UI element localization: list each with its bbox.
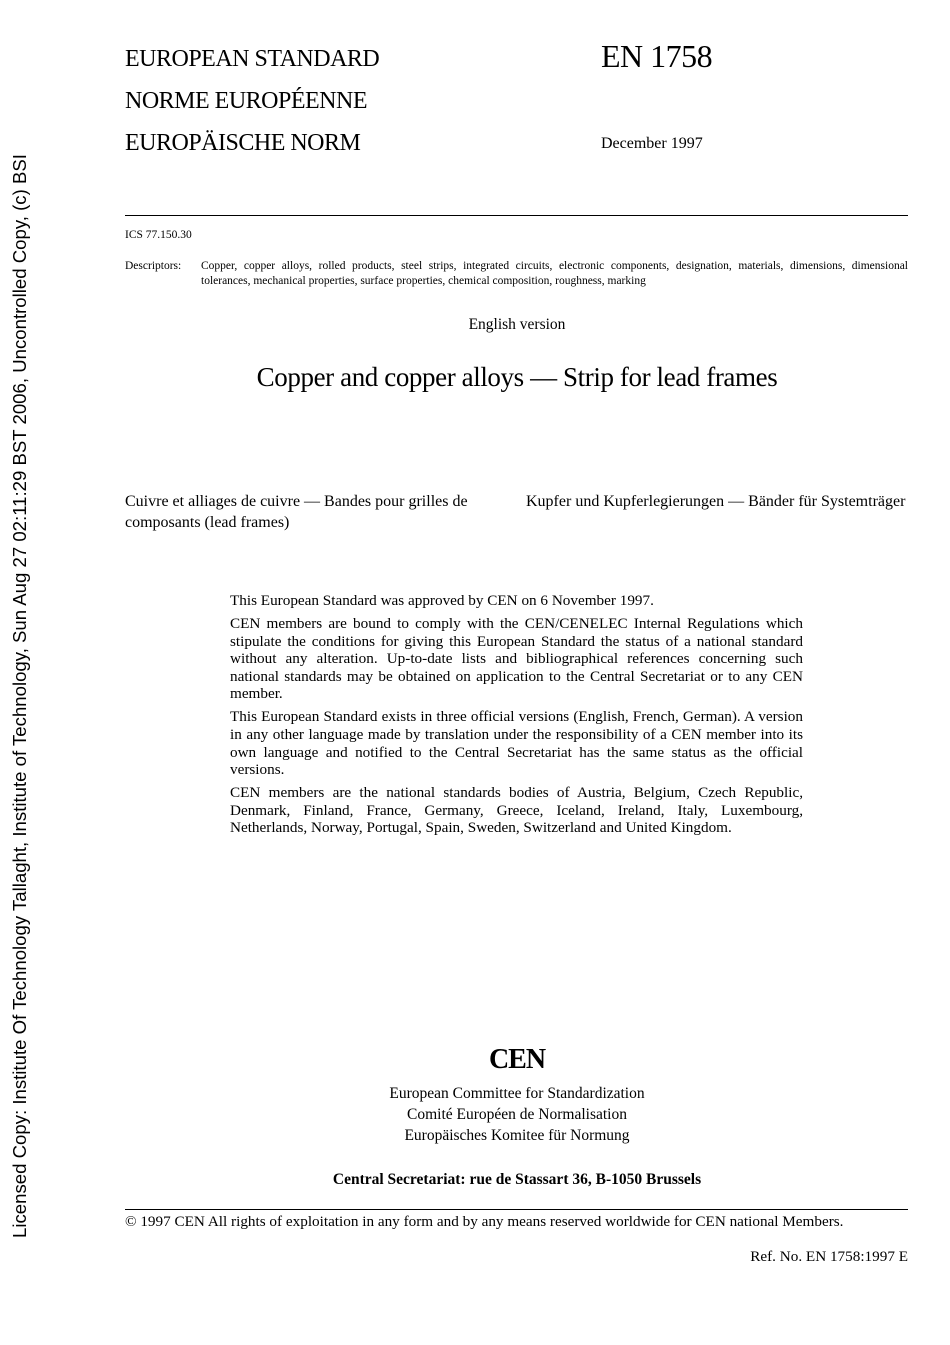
standard-title-fr: NORME EUROPÉENNE <box>125 88 367 114</box>
ics-code: ICS 77.150.30 <box>125 229 192 241</box>
central-secretariat: Central Secretariat: rue de Stassart 36, B-1050 Brussels <box>332 1171 702 1188</box>
footer-rule <box>125 1209 908 1210</box>
document-title: Copper and copper alloys — Strip for lead frames <box>256 362 778 392</box>
descriptors-text: Copper, copper alloys, rolled products, steel strips, integrated circuits, electronic components, designation, materials, dimensions, dimensional tolerances, mechanical properties, surface properties, chemical composition, roughness, marking <box>201 260 908 287</box>
members-paragraph: CEN members are the national standards bodies of Austria, Belgium, Czech Republic, Denmark, Finland, France, Germany, Greece, Iceland, Ireland, Italy, Luxembourg, Netherlands, Norway, Portugal, Spain, Sweden, Switzerland and United Kingdom. <box>230 784 803 837</box>
title-german: Kupfer und Kupferlegierungen — Bänder für Systemträger <box>526 493 906 510</box>
standard-number: EN 1758 <box>601 38 713 74</box>
compliance-paragraph: CEN members are bound to comply with the CEN/CENELEC Internal Regulations which stipulate the conditions for giving this European Standard the status of a national standard without any alteration. Up-to-date lists and bibliographical references concerning such national standards may be obtained on application to the Central Secretariat or to any CEN member. <box>230 614 803 703</box>
standard-title-en: EUROPEAN STANDARD <box>125 46 380 72</box>
versions-paragraph: This European Standard exists in three official versions (English, French, German). A version in any other language made by translation under the responsibility of a CEN member into its own language and notified to the Central Secretariat has the same status as the official versions. <box>230 708 803 779</box>
cen-name-de: Europäisches Komitee für Normung <box>404 1127 630 1144</box>
descriptors <box>125 259 908 289</box>
copyright-notice: © 1997 CEN All rights of exploitation in any form and by any means reserved worldwide for CEN national Members. <box>125 1213 844 1230</box>
language-version: English version <box>468 316 566 333</box>
publication-date: December 1997 <box>601 135 703 152</box>
approval-paragraph: This European Standard was approved by CEN on 6 November 1997. <box>230 592 654 609</box>
header-rule <box>125 215 908 216</box>
descriptors-label: Descriptors: <box>125 260 182 272</box>
cen-logo: CEN <box>488 1044 546 1075</box>
reference-number: Ref. No. EN 1758:1997 E <box>750 1248 908 1265</box>
cen-name-en: European Committee for Standardization <box>389 1085 645 1102</box>
cen-name-fr: Comité Européen de Normalisation <box>407 1106 627 1123</box>
standard-title-de: EUROPÄISCHE NORM <box>125 130 361 156</box>
title-french: Cuivre et alliages de cuivre — Bandes pour grilles de composants (lead frames) <box>125 493 468 531</box>
license-watermark: Licensed Copy: Institute Of Technology Tallaght, Institute of Technology, Sun Aug 27 02:11:29 BST 2006, Uncontrolled Copy, (c) BSI <box>9 154 30 1238</box>
approval-text <box>230 592 803 842</box>
